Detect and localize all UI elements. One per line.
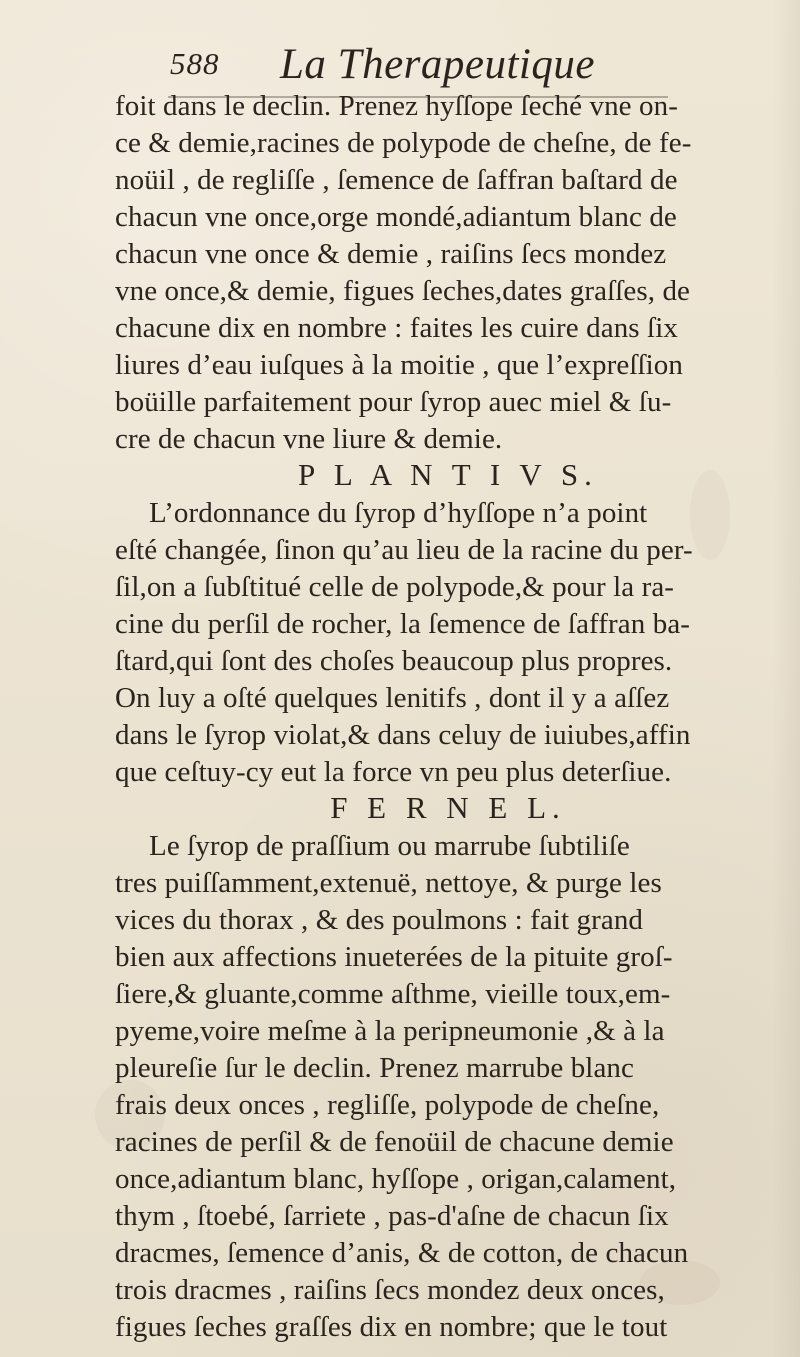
text-line: que ceſtuy-cy eut la force vn peu plus deterſiue. xyxy=(115,756,672,788)
text-line: ſil,on a ſubſtitué celle de polypode,& pour la ra- xyxy=(115,571,675,603)
text-line: L’ordonnance du ſyrop d’hyſſope n’a point xyxy=(149,497,648,529)
text-line: Le ſyrop de praſſium ou marrube ſubtiliſe xyxy=(149,830,630,862)
text-line: chacun vne once,orge mondé,adiantum blanc de xyxy=(115,201,677,233)
text-line: eſté changée, ſinon qu’au lieu de la racine du per- xyxy=(115,534,693,566)
text-line: vices du thorax , & des poulmons : fait grand xyxy=(115,904,644,936)
text-line: chacune dix en nombre : faites les cuire dans ſix xyxy=(115,312,678,344)
text-line: racines de perſil & de fenoüil de chacune demie xyxy=(115,1126,674,1158)
text-line: cre de chacun vne liure & demie. xyxy=(115,423,503,455)
text-line: chacun vne once & demie , raiſins ſecs mondez xyxy=(115,238,667,270)
text-line: pyeme,voire meſme à la peripneumonie ,& à la xyxy=(115,1015,665,1047)
section-heading-plantius: P L A N T I V S. xyxy=(298,457,598,492)
text-line: boüille parfaitement pour ſyrop auec miel & ſu- xyxy=(115,386,672,418)
text-line: dans le ſyrop violat,& dans celuy de iuiubes,affin xyxy=(115,719,691,751)
text-line: thym , ſtoebé, ſarriete , pas-d'aſne de chacun ſix xyxy=(115,1200,669,1232)
text-line: once,adiantum blanc, hyſſope , origan,calament, xyxy=(115,1163,677,1195)
text-line: figues ſeches graſſes dix en nombre; que le tout xyxy=(115,1311,668,1343)
text-line: On luy a oſté quelques lenitifs , dont il y a aſſez xyxy=(115,682,670,714)
text-line: noüil , de regliſſe , ſemence de ſaffran baſtard de xyxy=(115,164,678,196)
text-line: tres puiſſamment,extenuë, nettoye, & purge les xyxy=(115,867,662,899)
text-line: bien aux affections inueterées de la pituite groſ- xyxy=(115,941,673,973)
text-line: cine du perſil de rocher, la ſemence de ſaffran ba- xyxy=(115,608,691,640)
text-line: vne once,& demie, figues ſeches,dates graſſes, de xyxy=(115,275,691,307)
running-title: La Therapeutique xyxy=(280,41,595,88)
text-line: ce & demie,racines de polypode de cheſne, de fe- xyxy=(115,127,692,159)
text-line: trois dracmes , raiſins ſecs mondez deux onces, xyxy=(115,1274,665,1306)
text-line: frais deux onces , regliſſe, polypode de cheſne, xyxy=(115,1089,660,1121)
section-heading-fernel: F E R N E L. xyxy=(330,790,566,825)
text-line: liures d’eau iuſques à la moitie , que l’expreſſion xyxy=(115,349,684,381)
text-line: foit dans le declin. Prenez hyſſope ſeché vne on- xyxy=(115,90,678,122)
text-line: dracmes, ſemence d’anis, & de cotton, de chacun xyxy=(115,1237,689,1269)
page-number: 588 xyxy=(170,46,220,81)
text-line: pleureſie ſur le declin. Prenez marrube blanc xyxy=(115,1052,635,1084)
text-line: ſiere,& gluante,comme aſthme, vieille toux,em- xyxy=(115,978,671,1010)
text-line: ſtard,qui ſont des choſes beaucoup plus propres. xyxy=(115,645,673,677)
